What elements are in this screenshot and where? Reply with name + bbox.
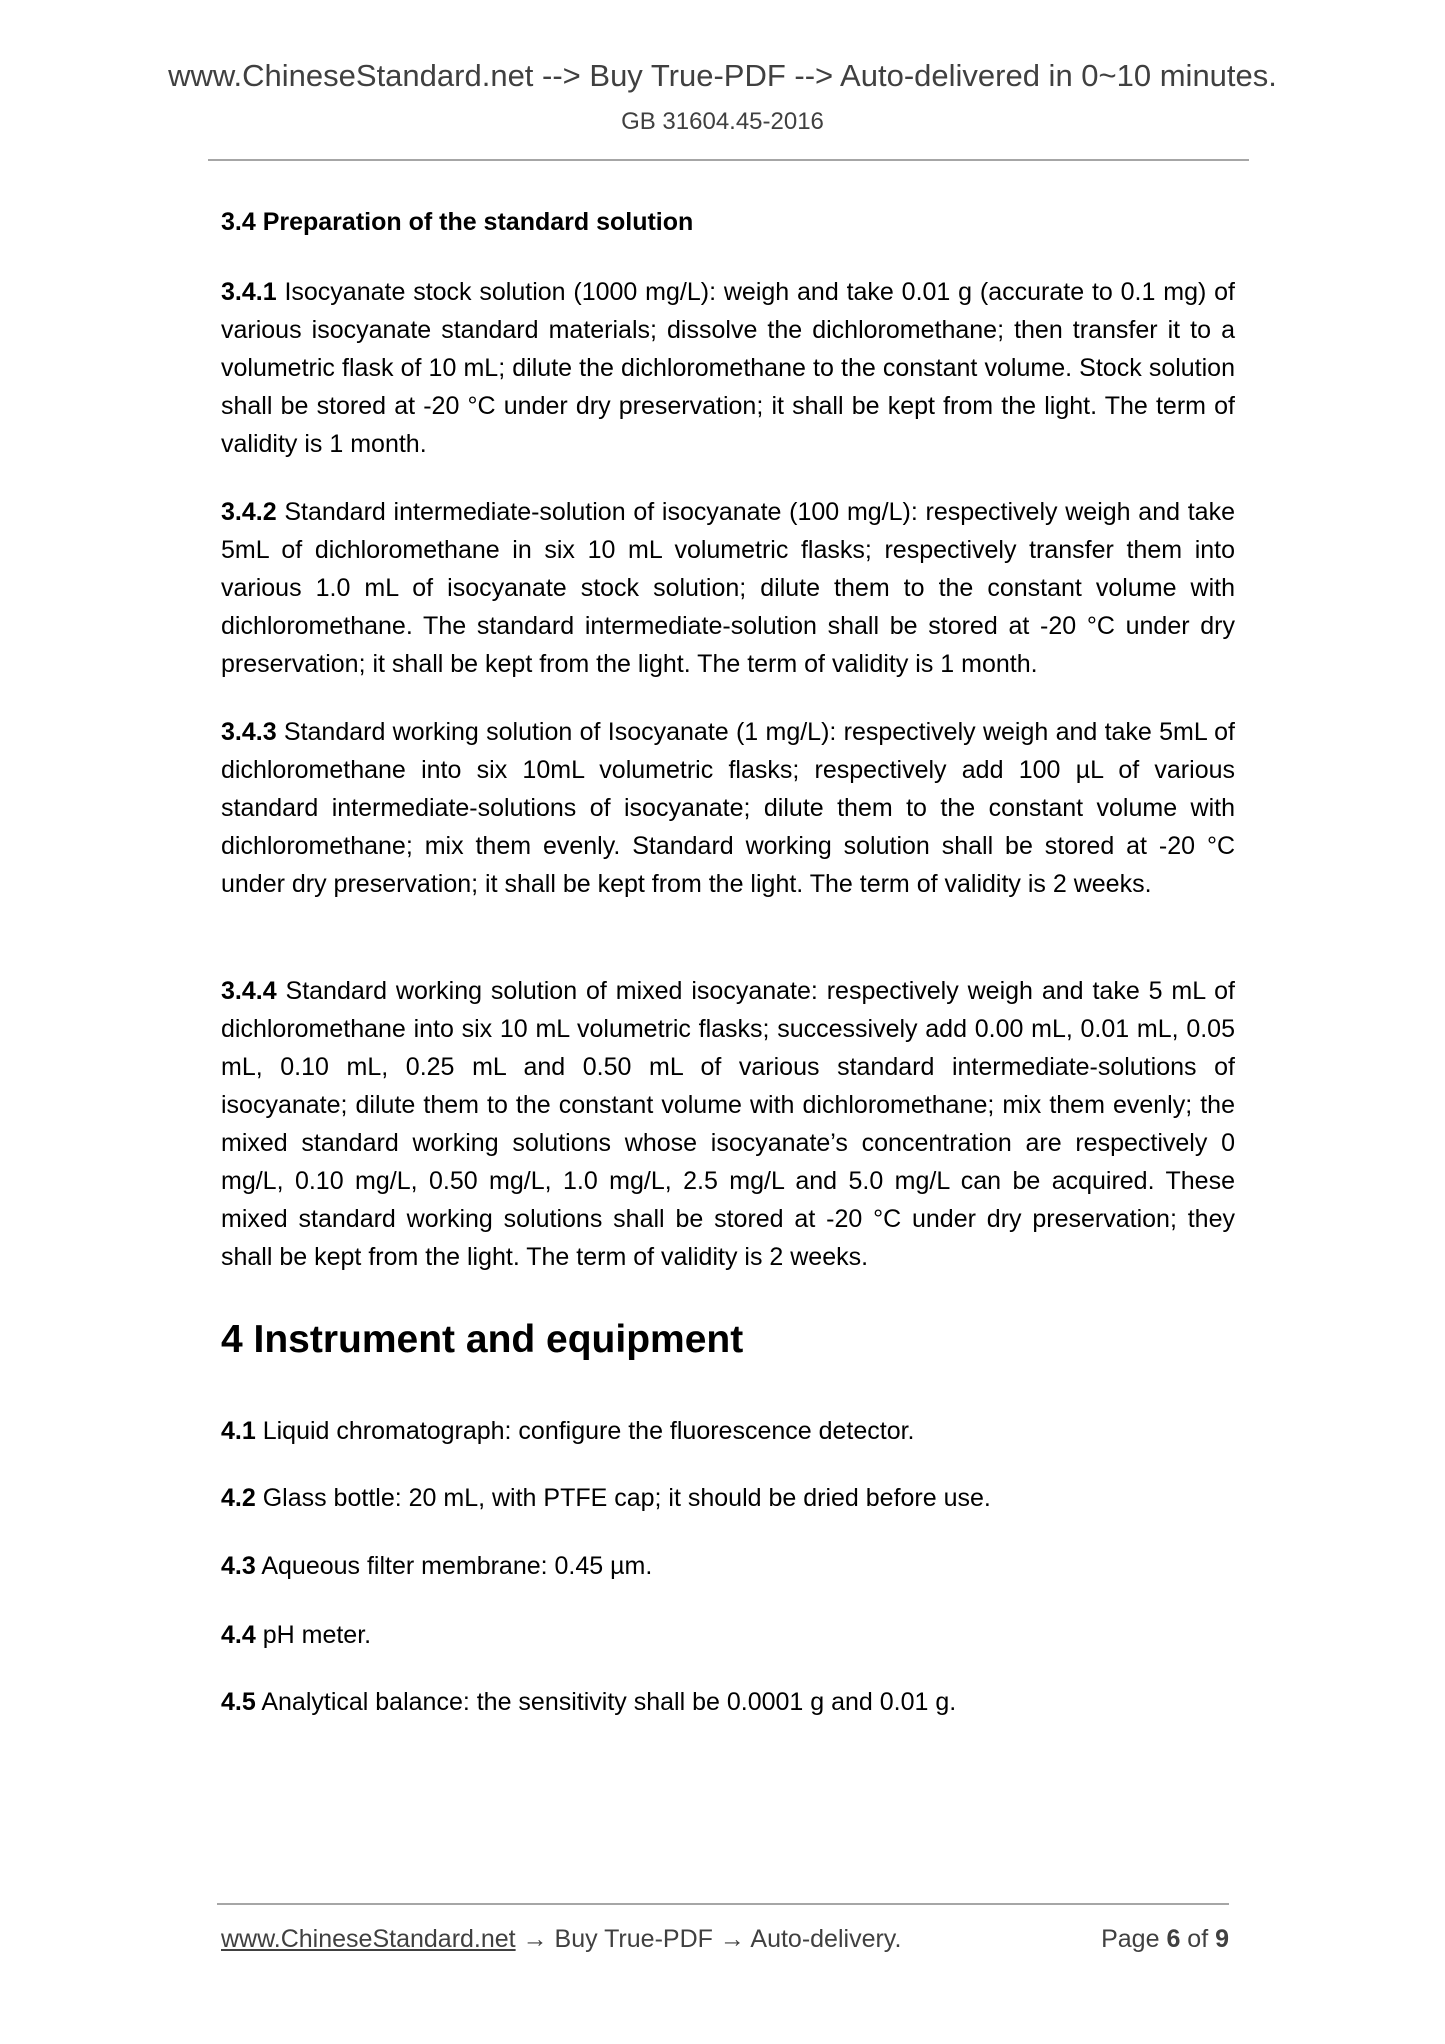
document-id: GB 31604.45-2016 <box>621 108 824 135</box>
clause-number: 4.3 <box>221 1552 256 1580</box>
section-heading-3-4: 3.4 Preparation of the standard solution <box>221 208 694 236</box>
clause-number: 4.2 <box>221 1484 256 1512</box>
paragraph-3-4-4 <box>221 972 1235 1276</box>
paragraph-3-4-2 <box>221 493 1235 683</box>
page-current: 6 <box>1166 1925 1181 1953</box>
clause-number: 4.1 <box>221 1417 256 1445</box>
clause-text: Isocyanate stock solution (1000 mg/L): weigh and take 0.01 g (accurate to 0.1 mg) of various isocyanate standard materials; dissolve the dichloromethane; then transfer it to a volumetric flask of 10 mL; dilute the dichloromethane to the constant volume. Stock solution shall be stored at -20 °C under dry preservation; it shall be kept from the light. The term of validity is 1 month. <box>221 278 1235 458</box>
header-divider <box>208 159 1249 161</box>
footer-promo <box>221 1925 901 1954</box>
clause-text: pH meter. <box>255 1621 372 1649</box>
item-4-5 <box>221 1683 1235 1721</box>
clause-text: Standard working solution of mixed isocyanate: respectively weigh and take 5 mL of dichloromethane into six 10 mL volumetric flasks; successively add 0.00 mL, 0.01 mL, 0.05 mL, 0.10 mL, 0.25 mL and 0.50 mL of various standard intermediate-solutions of isocyanate; dilute them to the constant volume with dichloromethane; mix them evenly; the mixed standard working solutions whose isocyanate’s concentration are respectively 0 mg/L, 0.10 mg/L, 0.50 mg/L, 1.0 mg/L, 2.5 mg/L and 5.0 mg/L can be acquired. These mixed standard working solutions shall be stored at -20 °C under dry preservation; they shall be kept from the light. The term of validity is 2 weeks. <box>221 977 1235 1271</box>
clause-text: Aqueous filter membrane: 0.45 µm. <box>255 1552 653 1580</box>
clause-number: 3.4.1 <box>221 278 277 306</box>
item-4-1 <box>221 1412 1235 1450</box>
item-4-2 <box>221 1479 1235 1517</box>
paragraph-3-4-1 <box>221 273 1235 463</box>
clause-text: Standard intermediate-solution of isocyanate (100 mg/L): respectively weigh and take 5mL of dichloromethane in six 10 mL volumetric flasks; respectively transfer them into various 1.0 mL of isocyanate stock solution; dilute them to the constant volume with dichloromethane. The standard intermediate-solution shall be stored at -20 °C under dry preservation; it shall be kept from the light. The term of validity is 1 month. <box>221 498 1235 678</box>
page-indicator <box>1101 1925 1229 1954</box>
page-total: 9 <box>1215 1925 1229 1953</box>
clause-number: 3.4.3 <box>221 718 277 746</box>
page-of: of <box>1180 1925 1216 1953</box>
header-banner: www.ChineseStandard.net --> Buy True-PDF --> Auto-delivered in 0~10 minutes. <box>168 58 1277 93</box>
paragraph-3-4-3 <box>221 713 1235 903</box>
footer-divider <box>217 1903 1229 1905</box>
clause-number: 3.4.4 <box>221 977 277 1005</box>
clause-number: 4.5 <box>221 1688 256 1716</box>
clause-number: 3.4.2 <box>221 498 277 526</box>
item-4-4 <box>221 1616 1235 1654</box>
footer-text: → Buy True-PDF → Auto-delivery. <box>515 1925 902 1953</box>
clause-text: Analytical balance: the sensitivity shall be 0.0001 g and 0.01 g. <box>255 1688 957 1716</box>
clause-text: Liquid chromatograph: configure the fluorescence detector. <box>255 1417 915 1445</box>
clause-text: Glass bottle: 20 mL, with PTFE cap; it should be dried before use. <box>255 1484 991 1512</box>
clause-number: 4.4 <box>221 1621 256 1649</box>
item-4-3 <box>221 1547 1235 1585</box>
page-label: Page <box>1101 1925 1167 1953</box>
clause-text: Standard working solution of Isocyanate (1 mg/L): respectively weigh and take 5mL of dichloromethane into six 10mL volumetric flasks; respectively add 100 µL of various standard intermediate-solutions of isocyanate; dilute them to the constant volume with dichloromethane; mix them evenly. Standard working solution shall be stored at -20 °C under dry preservation; it shall be kept from the light. The term of validity is 2 weeks. <box>221 718 1235 898</box>
footer-site-link[interactable]: www.ChineseStandard.net <box>221 1925 516 1953</box>
section-heading-4: 4 Instrument and equipment <box>221 1318 744 1361</box>
